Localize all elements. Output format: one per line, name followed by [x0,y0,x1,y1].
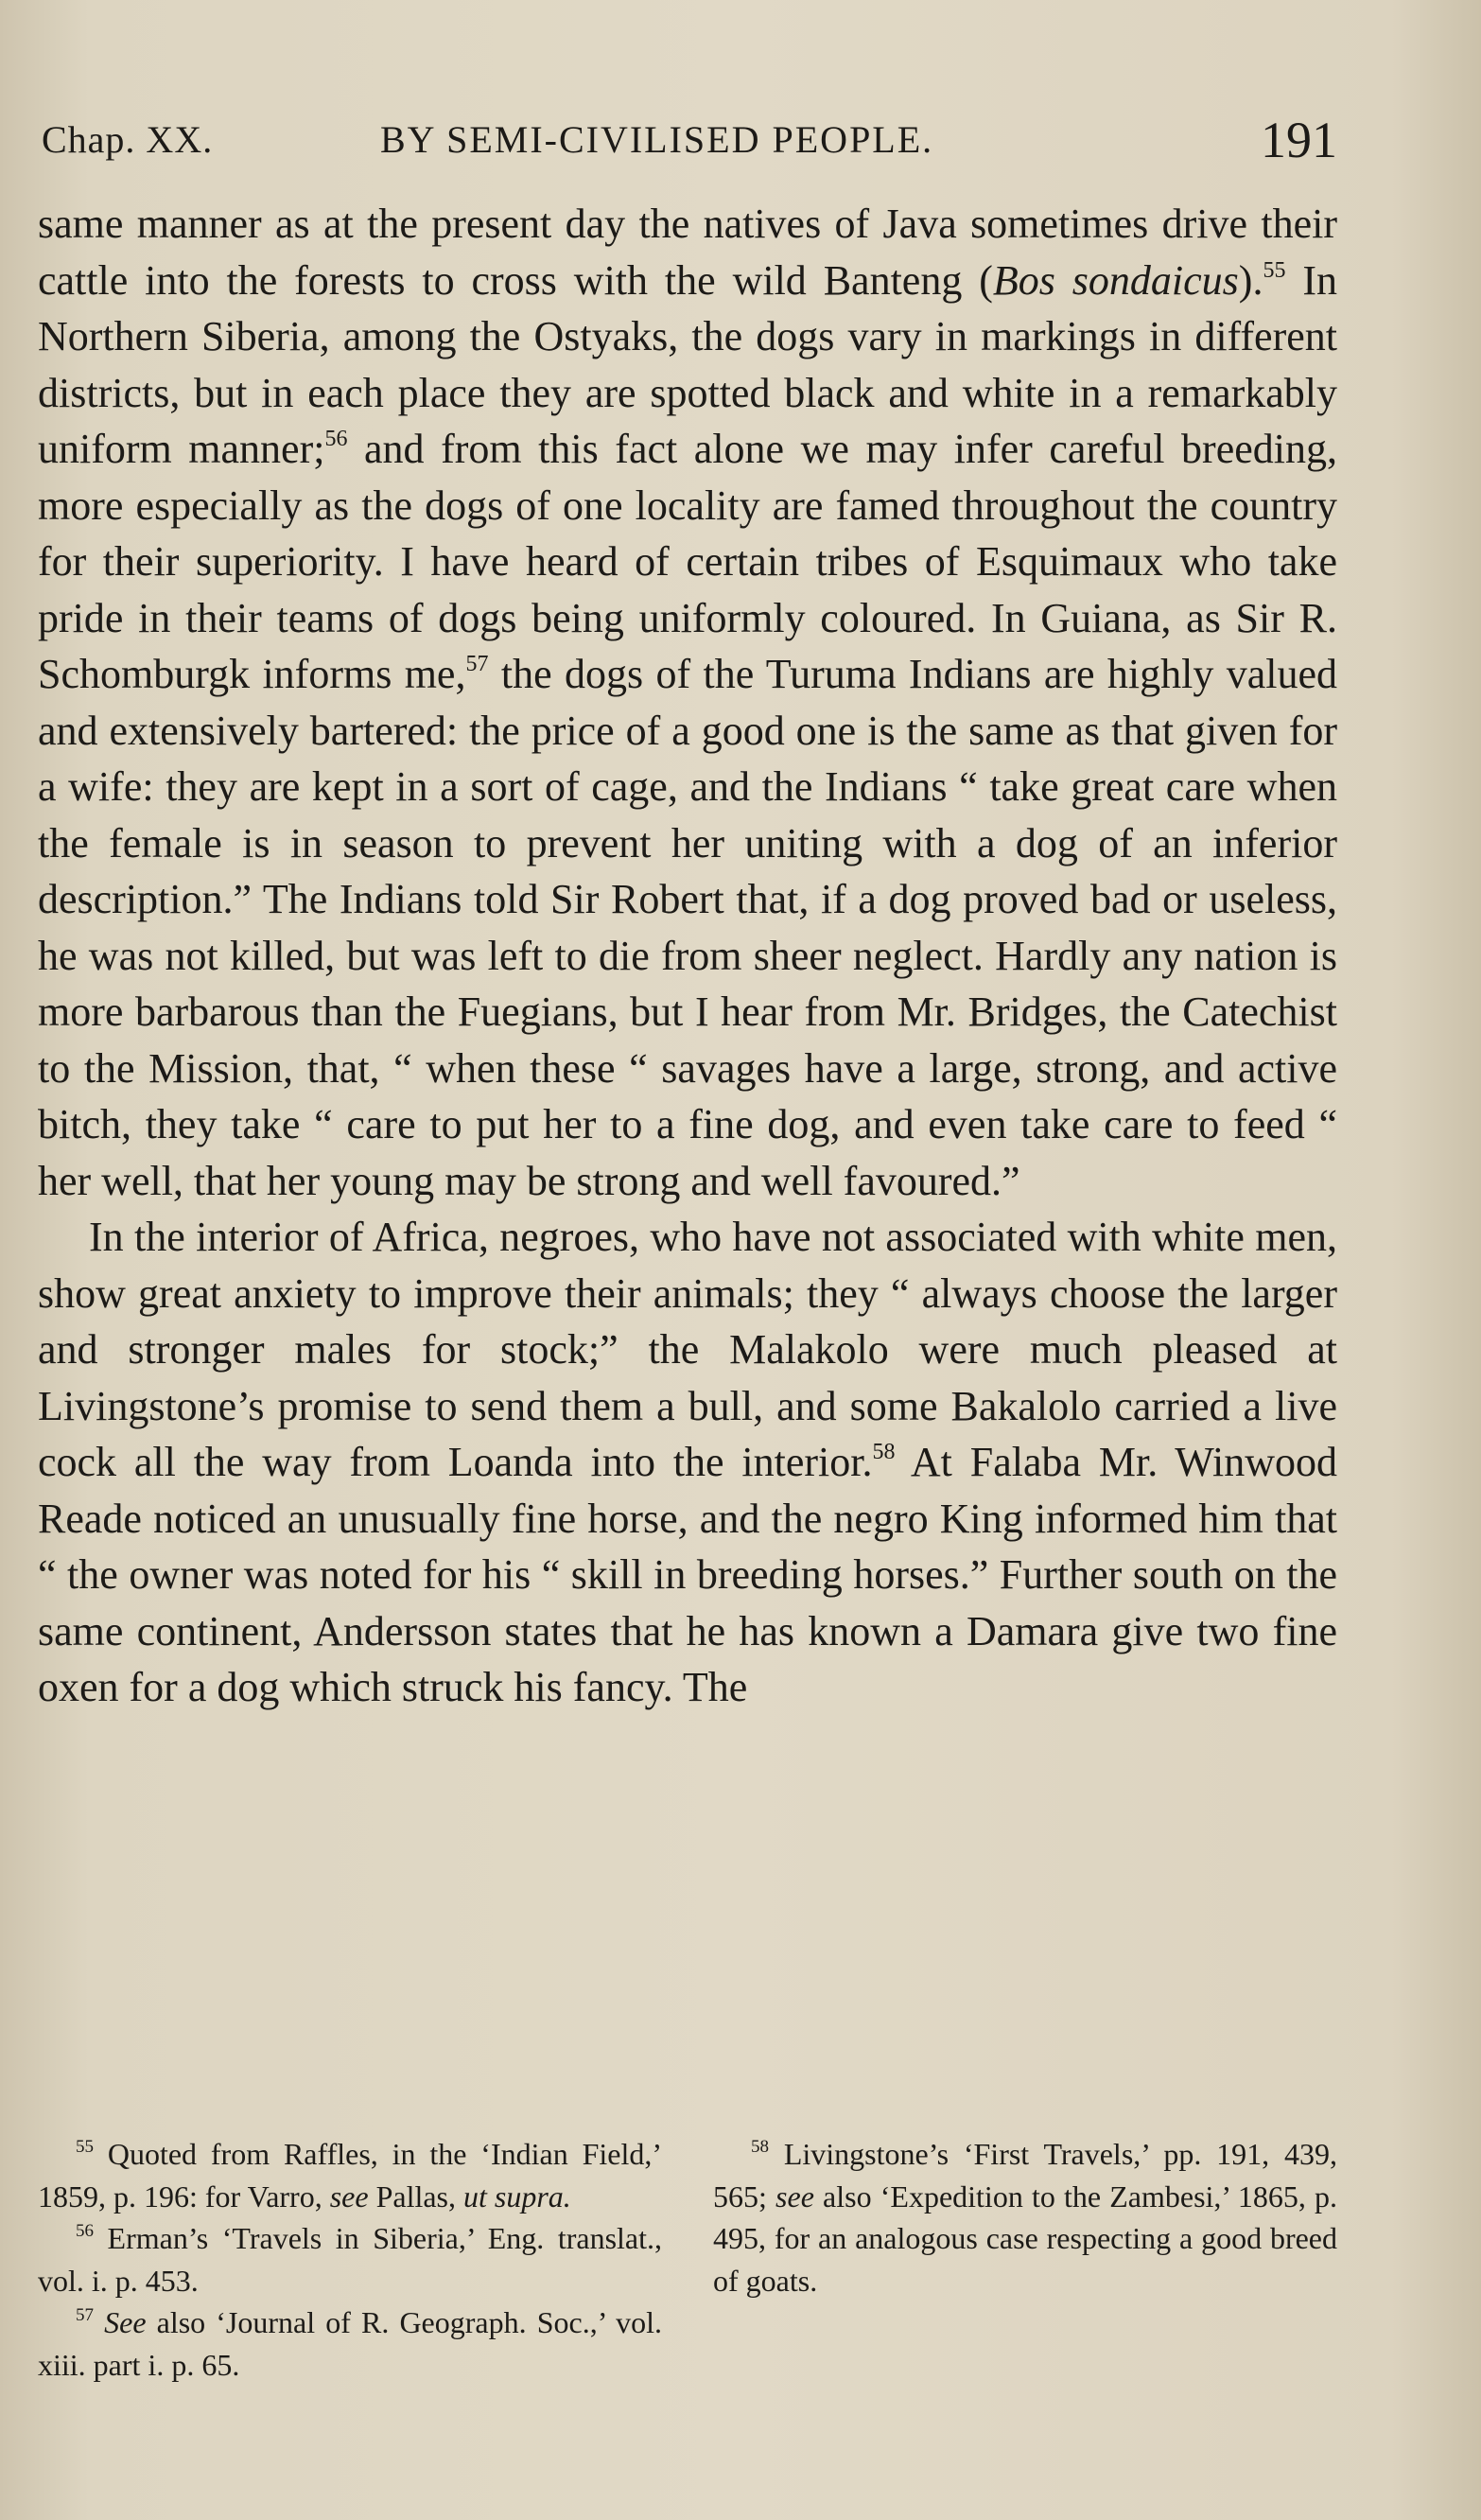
footnote-text: Livingstone’s ‘First Travels,’ pp. 191, 439, 565; [713,2137,1337,2214]
footnote-57 [38,2301,662,2386]
footnote-number: 57 [76,2305,94,2325]
text-run: ). [1238,256,1263,304]
page-header [42,102,1337,178]
page-number: 191 [1261,112,1337,168]
main-text [38,196,1337,1716]
paragraph-2 [38,1209,1337,1716]
running-title: BY SEMI-CIVILISED PEOPLE. [380,118,934,161]
footnote-text: Pallas, [368,2179,463,2214]
italic-species: Bos sondaicus [992,256,1239,304]
chapter-label: Chap. XX. [42,118,214,161]
text-run: same manner as at the present day the natives of Java sometimes drive their cattle into the forests to cross with the wild Banteng ( [38,201,1337,304]
italic-see: see [775,2179,814,2214]
footnote-text: also ‘Journal of R. Geograph. Soc.,’ vol. xiii. part i. p. 65. [38,2305,663,2382]
footnotes-left-column [38,2133,662,2386]
footnote-58 [713,2133,1337,2301]
footnote-text: also ‘Expedition to the Zambesi,’ 1865, p. 495, for an analogous case respecting a good breed of goats. [713,2179,1338,2298]
paragraph-1 [38,196,1337,1209]
italic-ut-supra: ut supra. [463,2179,571,2214]
text-run: In the interior of Africa, negroes, who have not associated with white men, show great anxiety to improve their animals; they “ always choose the larger and stronger males for stock;” the Malakolo were much pleased at Livingstone’s promise to send them a bull, and some Bakalolo carried a live cock all the way from Loanda into the interior. [38,1214,1337,1485]
text-run: At Falaba Mr. Winwood Reade noticed an unusually fine horse, and the negro King informed him that “ the owner was noted for his “ skill in breeding horses.” Further south on the same continent, Andersson states that he has known a Damara give two fine oxen for a dog which struck his fancy. The [38,1439,1337,1710]
footnote-text: Quoted from Raffles, in the ‘Indian Field,’ 1859, p. 196: for Varro, [38,2137,662,2214]
footnote-55 [38,2133,662,2217]
text-run: the dogs of the Turuma Indians are highly valued and extensively bartered: the price of a good one is the same as that given for a wife: they are kept in a sort of cage, and the Indians “ take great care when the female is in season to prevent her uniting with a dog of an inferior description.” The Indians told Sir Robert that, if a dog proved bad or useless, he was not killed, but was left to die from sheer neglect. Hardly any nation is more barbarous than the Fuegians, but I hear from Mr. Bridges, the Catechist to the Mission, that, “ when these “ savages have a large, strong, and active bitch, they take “ care to put her to a fine dog, and even take care to feed “ her well, that her young may be strong and well favoured.” [38,651,1338,1204]
footnotes-right-column [713,2133,1337,2386]
footnote-56 [38,2217,662,2301]
text-run: and from this fact alone we may infer careful breeding, more especially as the dogs of one locality are famed throughout the country for their superiority. I have heard of certain tribes of Esquimaux who take pride in their teams of dogs being uniformly coloured. In Guiana, as Sir R. Schomburgk informs me, [38,426,1337,697]
footnotes [38,2133,1337,2386]
italic-see: See [104,2305,147,2339]
footnote-number: 58 [751,2137,769,2157]
footnote-ref-56[interactable]: 56 [324,427,348,451]
footnote-number: 56 [76,2221,94,2241]
italic-see: see [329,2179,369,2214]
footnote-number: 55 [76,2137,94,2157]
footnote-ref-57[interactable]: 57 [465,652,489,676]
footnote-ref-58[interactable]: 58 [872,1440,896,1464]
text-run: In Northern Siberia, among the Ostyaks, the dogs vary in markings in different districts, but in each place they are spotted black and white in a remarkably uniform manner; [38,256,1338,472]
footnote-ref-55[interactable]: 55 [1263,257,1286,283]
footnote-text: Erman’s ‘Travels in Siberia,’ Eng. translat., vol. i. p. 453. [38,2221,662,2298]
